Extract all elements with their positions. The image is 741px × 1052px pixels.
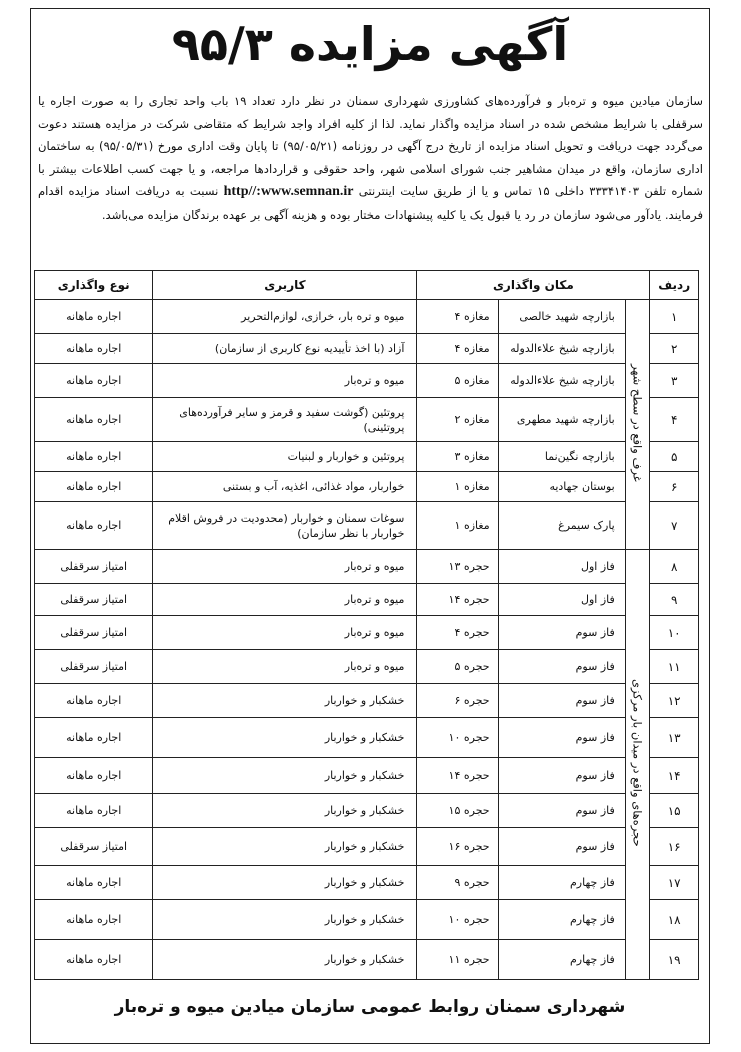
location-unit: مغازه ۳	[417, 442, 498, 472]
table-row	[35, 398, 699, 442]
usage-cell: خشکبار و خواربار	[153, 794, 417, 828]
assignment-type-cell: اجاره ماهانه	[35, 472, 153, 502]
assignment-type-cell: اجاره ماهانه	[35, 794, 153, 828]
assignment-type-cell: اجاره ماهانه	[35, 900, 153, 940]
location-unit: حجره ۱۰	[417, 900, 498, 940]
usage-cell: پروتئین (گوشت سفید و قرمز و سایر فرآورده‌های پروتئینی)	[153, 398, 417, 442]
table-row	[35, 584, 699, 616]
intro-paragraph	[38, 90, 703, 226]
location-unit: مغازه ۲	[417, 398, 498, 442]
header-type: نوع واگذاری	[35, 271, 153, 300]
row-number: ۱۴	[650, 758, 699, 794]
location-unit: حجره ۹	[417, 866, 498, 900]
intro-text-part2: نسبت به دریافت اسناد مزایده اقدام فرمایند. یادآور می‌شود سازمان در رد یا قبول یک یا کلیه پیشنهادات مختار بوده و هزینه آگهی بر عهده برندگان مزایده می‌باشد.	[38, 184, 703, 222]
location-unit: حجره ۱۵	[417, 794, 498, 828]
table-row	[35, 900, 699, 940]
table-row	[35, 650, 699, 684]
row-number: ۱۰	[650, 616, 699, 650]
row-number: ۱۱	[650, 650, 699, 684]
usage-cell: میوه و تره‌بار	[153, 364, 417, 398]
row-number: ۱	[650, 300, 699, 334]
usage-cell: خشکبار و خواربار	[153, 940, 417, 980]
usage-cell: خشکبار و خواربار	[153, 758, 417, 794]
row-number: ۲	[650, 334, 699, 364]
row-number: ۹	[650, 584, 699, 616]
assignment-type-cell: امتیاز سرقفلی	[35, 584, 153, 616]
location-unit: حجره ۱۳	[417, 550, 498, 584]
assignment-type-cell: اجاره ماهانه	[35, 940, 153, 980]
usage-cell: خشکبار و خواربار	[153, 866, 417, 900]
assignment-type-cell: امتیاز سرقفلی	[35, 828, 153, 866]
header-usage: کاربری	[153, 271, 417, 300]
location-place: پارک سیمرغ	[498, 502, 625, 550]
location-place: فاز چهارم	[498, 866, 625, 900]
assignment-type-cell: اجاره ماهانه	[35, 758, 153, 794]
assignment-type-cell: اجاره ماهانه	[35, 684, 153, 718]
assignment-type-cell: اجاره ماهانه	[35, 300, 153, 334]
location-unit: حجره ۱۶	[417, 828, 498, 866]
footer-signature: شهرداری سمنان روابط عمومی سازمان میادین میوه و تره‌بار	[114, 997, 626, 1017]
assignment-type-cell: اجاره ماهانه	[35, 866, 153, 900]
location-place: بازارچه شهید خالصی	[498, 300, 625, 334]
usage-cell: خشکبار و خواربار	[153, 900, 417, 940]
header-location: مکان واگذاری	[417, 271, 650, 300]
website-link[interactable]: http//:www.semnan.ir	[223, 184, 354, 199]
usage-cell: خشکبار و خواربار	[153, 828, 417, 866]
usage-cell: میوه و تره‌بار	[153, 650, 417, 684]
table-row	[35, 758, 699, 794]
assignment-type-cell: امتیاز سرقفلی	[35, 616, 153, 650]
assignment-type-cell: اجاره ماهانه	[35, 364, 153, 398]
row-number: ۵	[650, 442, 699, 472]
row-number: ۱۹	[650, 940, 699, 980]
location-place: فاز چهارم	[498, 940, 625, 980]
usage-cell: خشکبار و خواربار	[153, 684, 417, 718]
table-row	[35, 718, 699, 758]
table-row	[35, 364, 699, 398]
location-place: بازارچه نگین‌نما	[498, 442, 625, 472]
table-row	[35, 616, 699, 650]
notice-title: آگهی مزایده ۹۵/۳	[171, 17, 569, 71]
location-place: فاز سوم	[498, 794, 625, 828]
location-unit: حجره ۱۰	[417, 718, 498, 758]
row-number: ۱۲	[650, 684, 699, 718]
location-place: بازارچه شیخ علاءالدوله	[498, 334, 625, 364]
location-unit: حجره ۶	[417, 684, 498, 718]
row-number: ۷	[650, 502, 699, 550]
location-unit: حجره ۵	[417, 650, 498, 684]
location-place: فاز سوم	[498, 758, 625, 794]
row-number: ۳	[650, 364, 699, 398]
location-unit: مغازه ۴	[417, 334, 498, 364]
row-number: ۱۶	[650, 828, 699, 866]
location-place: فاز اول	[498, 584, 625, 616]
location-place: فاز اول	[498, 550, 625, 584]
table-row	[35, 828, 699, 866]
location-place: بازارچه شهید مطهری	[498, 398, 625, 442]
assignment-type-cell: اجاره ماهانه	[35, 442, 153, 472]
location-place: بوستان جهادیه	[498, 472, 625, 502]
usage-cell: میوه و تره بار، خرازی، لوازم‌التحریر	[153, 300, 417, 334]
location-place: فاز سوم	[498, 718, 625, 758]
row-number: ۸	[650, 550, 699, 584]
row-number: ۱۸	[650, 900, 699, 940]
row-number: ۶	[650, 472, 699, 502]
location-place: فاز سوم	[498, 684, 625, 718]
table-row	[35, 940, 699, 980]
usage-cell: پروتئین و خواربار و لبنیات	[153, 442, 417, 472]
location-place: فاز سوم	[498, 828, 625, 866]
usage-cell: میوه و تره‌بار	[153, 550, 417, 584]
row-number: ۱۷	[650, 866, 699, 900]
auction-table	[34, 270, 699, 980]
table-row	[35, 866, 699, 900]
group-city-shops	[625, 300, 650, 550]
location-place: فاز سوم	[498, 650, 625, 684]
assignment-type-cell: اجاره ماهانه	[35, 502, 153, 550]
row-number: ۴	[650, 398, 699, 442]
table-row	[35, 472, 699, 502]
usage-cell: میوه و تره‌بار	[153, 616, 417, 650]
table-row	[35, 334, 699, 364]
table-row	[35, 300, 699, 334]
intro-text-part1: سازمان میادین میوه و تره‌بار و فرآورده‌های کشاورزی شهرداری سمنان در نظر دارد تعداد ۱۹ باب واحد تجاری را به صورت اجاره یا سرقفلی با شرایط مشخص شده در اسناد مزایده واگذار نماید. لذا از کلیه افراد واجد شرایط که متقاضی شرکت در مزایده هستند دعوت می‌گردد جهت دریافت و تحویل اسناد مزایده از تاریخ درج آگهی در روزنامه (۹۵/۰۵/۲۱) تا پایان وقت اداری مورخ (۹۵/۰۵/۳۱) به ساختمان اداری سازمان، واقع در میدان مشاهیر جنب شورای اسلامی شهر، واحد حقوقی و قراردادها مراجعه، و یا جهت کسب اطلاعات بیشتر با شماره تلفن ۳۳۳۴۱۴۰۳ داخلی ۱۵ تماس و یا از طریق سایت اینترنتی	[38, 94, 703, 198]
table-row	[35, 502, 699, 550]
group-central-market	[625, 550, 650, 980]
location-place: فاز سوم	[498, 616, 625, 650]
location-place: فاز چهارم	[498, 900, 625, 940]
usage-cell: میوه و تره‌بار	[153, 584, 417, 616]
table-row	[35, 794, 699, 828]
assignment-type-cell: اجاره ماهانه	[35, 718, 153, 758]
assignment-type-cell: اجاره ماهانه	[35, 398, 153, 442]
assignment-type-cell: امتیاز سرقفلی	[35, 650, 153, 684]
table-row	[35, 550, 699, 584]
location-unit: حجره ۱۱	[417, 940, 498, 980]
location-unit: حجره ۱۴	[417, 758, 498, 794]
usage-cell: خواربار، مواد غذائی، اغذیه، آب و بستنی	[153, 472, 417, 502]
header-row-number: ردیف	[650, 271, 699, 300]
row-number: ۱۳	[650, 718, 699, 758]
location-unit: مغازه ۱	[417, 502, 498, 550]
location-place: بازارچه شیخ علاءالدوله	[498, 364, 625, 398]
table-body	[35, 300, 699, 980]
usage-cell: آزاد (با اخذ تأییدیه نوع کاربری از سازمان)	[153, 334, 417, 364]
usage-cell: سوغات سمنان و خواربار (محدودیت در فروش اقلام خواربار با نظر سازمان)	[153, 502, 417, 550]
location-unit: مغازه ۴	[417, 300, 498, 334]
row-number: ۱۵	[650, 794, 699, 828]
table-row	[35, 442, 699, 472]
assignment-type-cell: امتیاز سرقفلی	[35, 550, 153, 584]
location-unit: مغازه ۱	[417, 472, 498, 502]
group-label: حجره‌های واقع در میدان بار مرکزی	[630, 679, 645, 847]
location-unit: حجره ۱۴	[417, 584, 498, 616]
location-unit: حجره ۴	[417, 616, 498, 650]
table-row	[35, 684, 699, 718]
group-label: غرف واقع در سطح شهر	[630, 364, 645, 482]
table-header-row	[35, 271, 699, 300]
assignment-type-cell: اجاره ماهانه	[35, 334, 153, 364]
usage-cell: خشکبار و خواربار	[153, 718, 417, 758]
location-unit: مغازه ۵	[417, 364, 498, 398]
